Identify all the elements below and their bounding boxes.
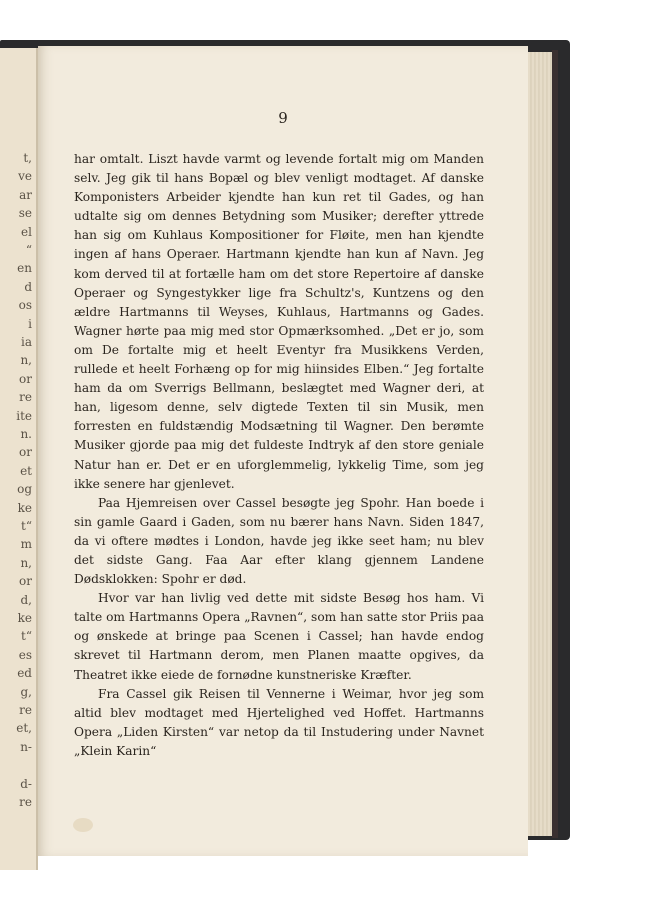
left-page-fragment: ite: [16, 408, 32, 423]
left-page-fragment: ar: [19, 187, 32, 202]
left-page-fragment: or: [19, 574, 32, 589]
left-page-fragment: or: [19, 445, 32, 460]
left-page-fragment: or: [19, 371, 32, 386]
left-page-fragment: n.: [20, 427, 32, 441]
left-page-fragment: el: [21, 224, 32, 239]
left-page-fragment: os: [18, 298, 32, 313]
paragraph: har omtalt. Liszt havde varmt og levende fortalt mig om Manden selv. Jeg gik til hans Bopæl og blev venligt modtaget. Af danske Komponisters Arbeider kjendte han kun ret til Gades, og han udtalte sig om dennes Betydning som Musiker; derefter yttrede han sig om Kuhlaus Kompositioner for Fløite, men han kjendte ingen af hans Operaer. Hartmann kjendte han kun af Navn. Jeg kom derved til at fortælle ham om det store Repertoire af danske Operaer og Syngestykker lige fra Schultz's, Kuntzens og den ældre Hartmanns til Weyses, Kuhlaus, Hartmanns og Gades. Wagner hørte paa mig med stor Opmærksomhed. „Det er jo, som om De fortalte mig et heelt Eventyr fra Musikkens Verden, rullede et heelt Forhæng op for mig hiinsides Elben.“ Jeg fortalte ham da om Sverrigs Bellmann, beslægtet med Wagner deri, at han, ligesom denne, selv digtede Texten til sin Musik, men forresten en fuldstændig Modsætning til Wagner. Den berømte Musiker gjorde paa mig det fuldeste Indtryk af den store geniale Natur han er. Det er en uforglemmelig, lykkelig Time, som jeg ikke senere har gjenlevet.: [74, 152, 484, 491]
left-page-fragment: re: [19, 390, 32, 405]
left-page-fragment: es: [18, 647, 32, 662]
left-page-fragment: ve: [18, 169, 32, 184]
paragraph: Paa Hjemreisen over Cassel besøgte jeg Spohr. Han boede i sin gamle Gaard i Gaden, som nu bærer hans Navn. Siden 1847, da vi oftere mødtes i London, havde jeg ikke seet ham; nu blev det sidste Gang. Faa Aar efter klang gjennem Landene Dødsklokken: Spohr er død.: [74, 495, 484, 587]
left-page-fragment: m: [20, 537, 32, 552]
left-page-fragment: ke: [17, 611, 32, 625]
page-stain: [73, 818, 93, 832]
left-page-fragment: ke: [17, 500, 32, 515]
page-edges: [528, 52, 554, 836]
left-page-fragment: et,: [16, 721, 32, 736]
left-page-fragment: t“: [21, 629, 32, 644]
left-page-fragment: n-: [20, 739, 32, 754]
left-page-fragment: t“: [21, 519, 32, 533]
left-page-fragment: ia: [21, 335, 32, 349]
right-page: [38, 46, 528, 856]
left-page-fragment: og: [17, 482, 32, 497]
left-page-fragment: i: [28, 316, 32, 331]
left-page-fragment: t,: [23, 151, 32, 165]
left-page-fragment: et: [20, 463, 32, 478]
left-page-fragment: se: [18, 206, 32, 221]
left-page-fragment: n,: [20, 353, 32, 368]
left-page-fragment: re: [19, 795, 32, 809]
left-page-fragment: d,: [20, 592, 32, 607]
left-page-fragment: d: [24, 279, 32, 294]
spine-edge: [552, 50, 558, 838]
paragraph: Fra Cassel gik Reisen til Vennerne i Weimar, hvor jeg som altid blev modtaget med Hjertelighed ved Hoffet. Hartmanns Opera „Liden Kirsten“ var netop da til Instudering under Navnet „Klein Karin“: [74, 686, 484, 758]
left-page-fragment: d-: [20, 776, 32, 791]
left-page-fragment: g,: [20, 684, 32, 699]
left-page-fragment: “: [25, 243, 32, 257]
left-page-fragment: ed: [17, 666, 32, 681]
page-text: [74, 150, 484, 761]
left-page-fragment: n,: [20, 555, 32, 570]
page-number: 9: [278, 109, 288, 127]
paragraph: Hvor var han livlig ved dette mit sidste Besøg hos ham. Vi talte om Hartmanns Opera „Ravnen“, som han satte stor Priis paa og ønskede at bringe paa Scenen i Cassel; han havde endog skrevet til Hartmann derom, men Planen maatte opgives, da Theatret ikke eiede de fornødne kunstneriske Kræfter.: [74, 591, 484, 682]
left-page-fragment: re: [19, 703, 32, 717]
left-page-fragment: en: [17, 261, 32, 276]
left-page: [0, 48, 38, 870]
